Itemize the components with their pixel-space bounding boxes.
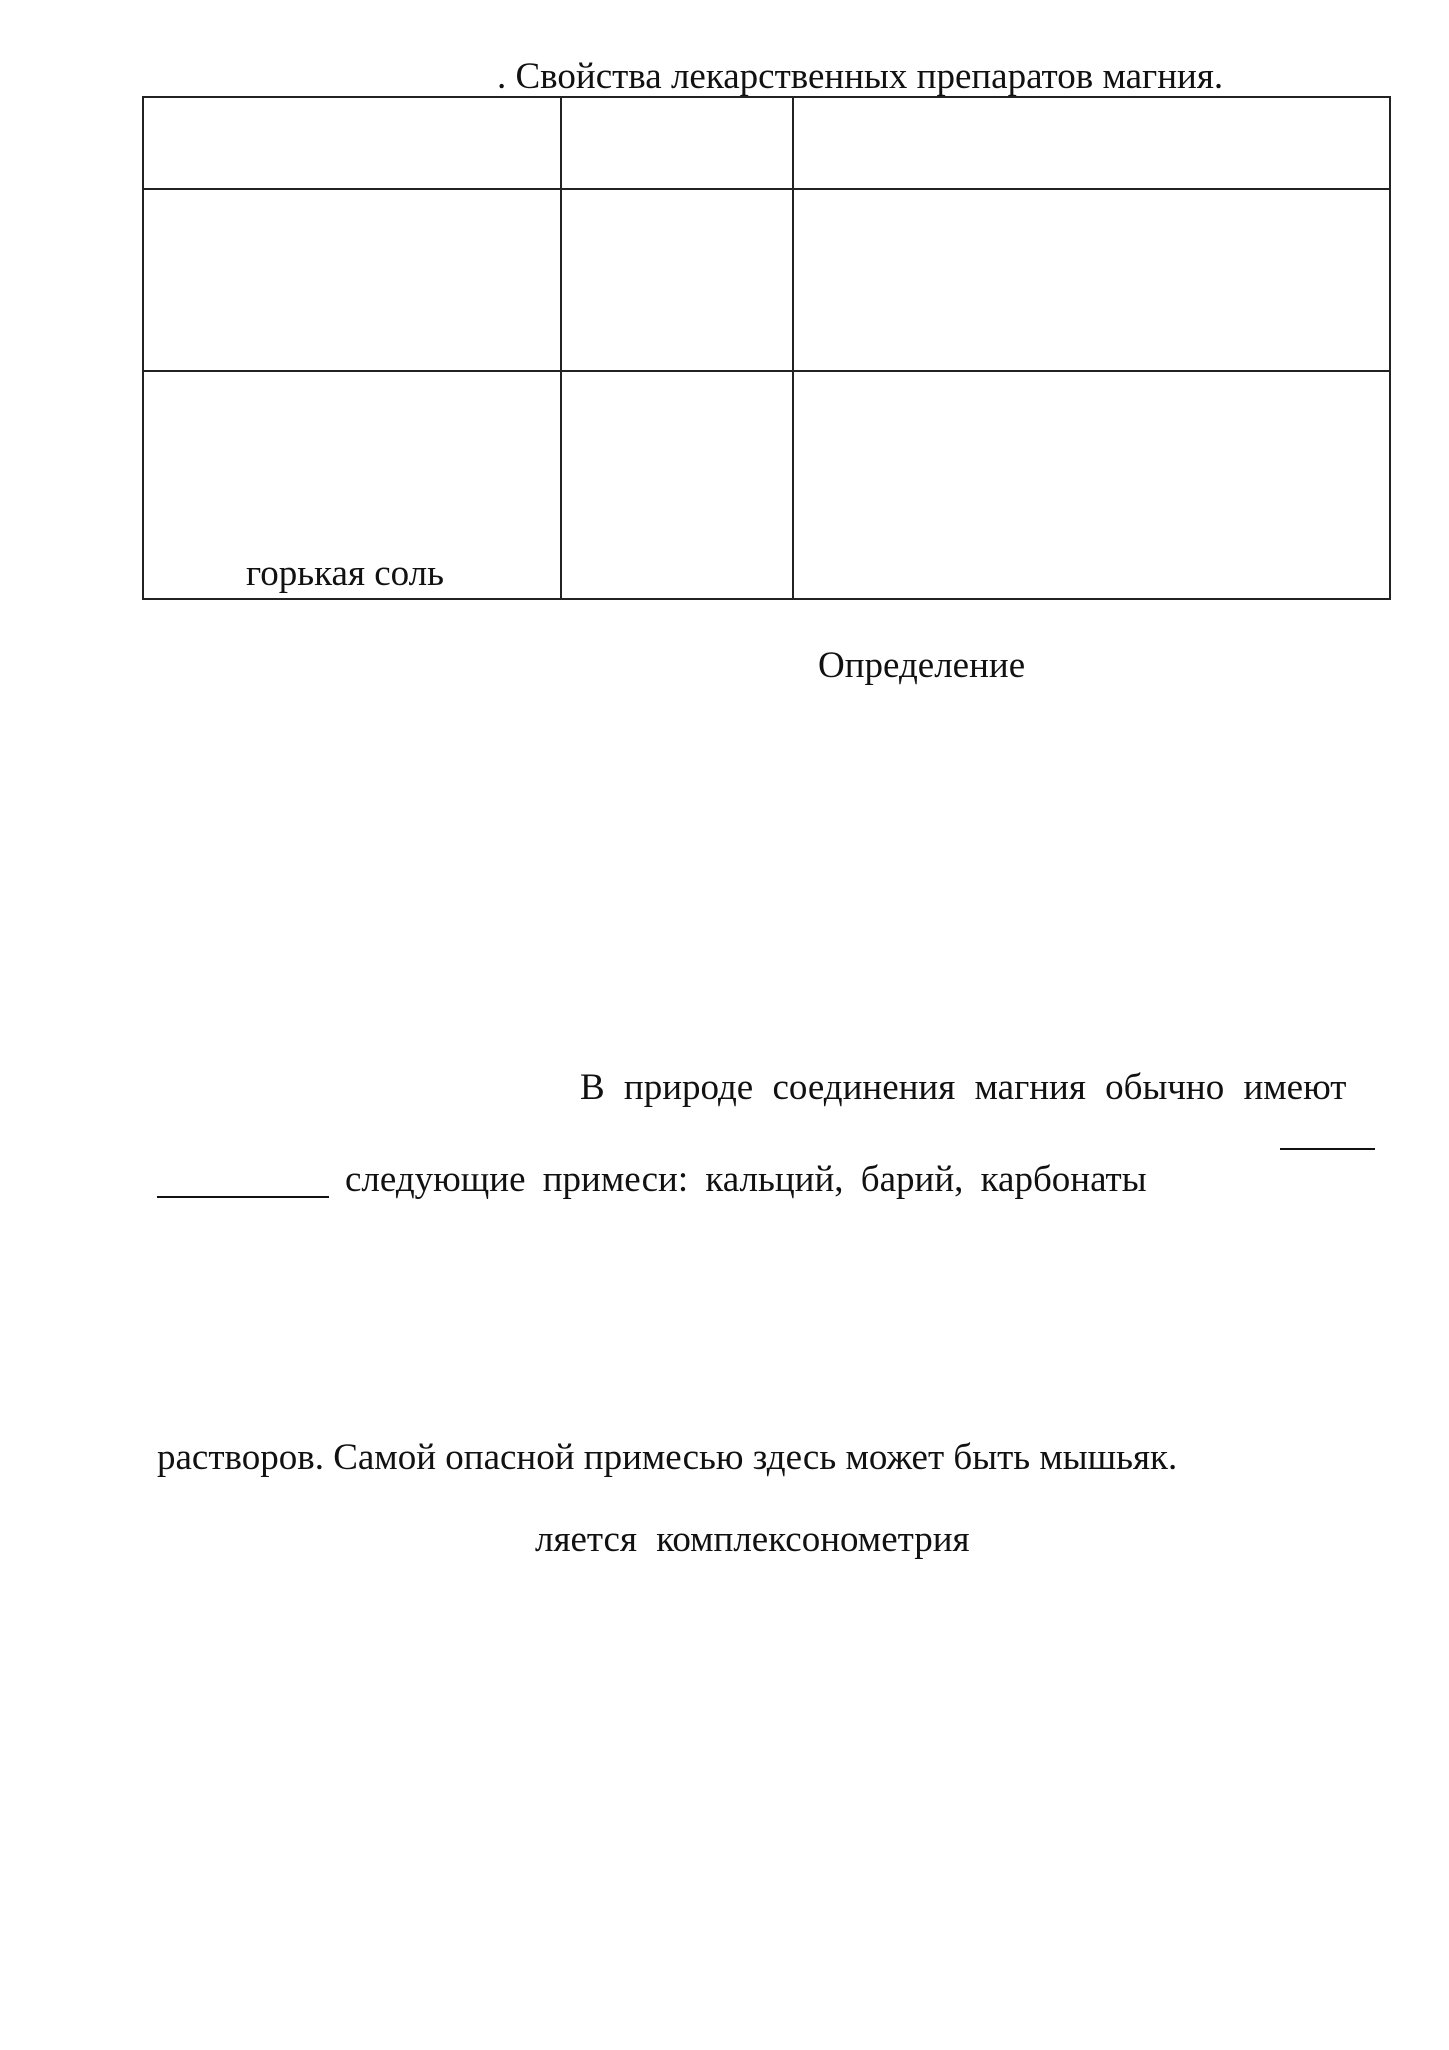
table-cell bbox=[793, 371, 1390, 599]
nature-paragraph-line: В природе соединения магния обычно имеют bbox=[580, 1067, 1347, 1108]
solutions-paragraph-line: растворов. Самой опасной примесью здесь может быть мышьяк. bbox=[157, 1437, 1178, 1478]
table-row bbox=[143, 371, 1390, 599]
table-cell bbox=[561, 97, 793, 189]
method-paragraph-line: ляется комплексонометрия bbox=[535, 1519, 970, 1560]
table-cell bbox=[143, 189, 561, 371]
impurities-paragraph-line: следующие примеси: кальций, барий, карбонаты bbox=[345, 1159, 1147, 1200]
fill-in-blank-short bbox=[1280, 1148, 1375, 1150]
table-cell bbox=[561, 189, 793, 371]
table-cell bbox=[561, 371, 793, 599]
table-caption: . Свойства лекарственных препаратов магния. bbox=[497, 56, 1224, 97]
table-cell bbox=[143, 371, 561, 599]
fill-in-blank-long bbox=[157, 1196, 329, 1198]
table-cell bbox=[143, 97, 561, 189]
table-cell bbox=[793, 97, 1390, 189]
magnesium-properties-table bbox=[142, 96, 1391, 600]
table-row bbox=[143, 189, 1390, 371]
definition-heading: Определение bbox=[818, 645, 1026, 686]
table-cell bbox=[793, 189, 1390, 371]
table-row bbox=[143, 97, 1390, 189]
salt-label: горькая соль bbox=[246, 553, 445, 594]
